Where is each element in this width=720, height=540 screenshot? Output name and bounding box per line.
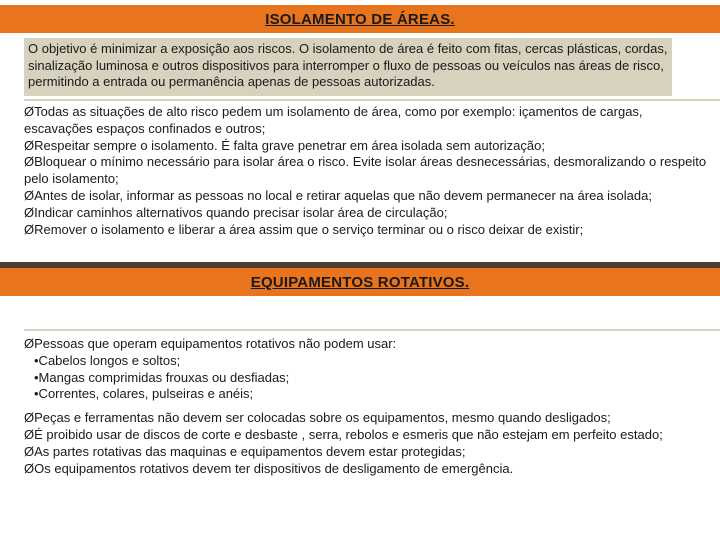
list-item: ØBloquear o mínimo necessário para isolar área o risco. Evite isolar áreas desnecessárias, desmoralizando o respeito pelo isolamento; — [24, 154, 707, 187]
section-title-isolamento: ISOLAMENTO DE ÁREAS. — [265, 10, 455, 28]
rotativos-list — [24, 336, 714, 477]
list-item: ØÉ proibido usar de discos de corte e desbaste , serra, rebolos e esmeris que não estejam em perfeito estado; — [24, 426, 663, 442]
sub-list-item: •Correntes, colares, pulseiras e anéis; — [34, 386, 254, 402]
list-item: ØTodas as situações de alto risco pedem um isolamento de área, como por exemplo: içamentos de cargas, escavações espaços confinados e outros; — [24, 104, 643, 136]
list-item: ØPessoas que operam equipamentos rotativos não podem usar: — [24, 336, 397, 351]
isolamento-list — [24, 104, 714, 238]
list-item: ØRespeitar sempre o isolamento. É falta grave penetrar em área isolada sem autorização; — [24, 137, 545, 153]
list-item: ØIndicar caminhos alternativos quando precisar isolar área de circulação; — [24, 204, 448, 220]
section-banner-isolamento — [0, 5, 720, 33]
intro-divider — [24, 99, 720, 101]
section-banner-rotativos — [0, 268, 720, 296]
intro-paragraph: O objetivo é minimizar a exposição aos riscos. O isolamento de área é feito com fitas, cercas plásticas, cordas, sinalização luminosa e outros dispositivos para interromper o fluxo de pessoas ou veículos nas áreas de risco, permitindo a entrada ou permanência apenas de pessoas autorizadas. — [24, 38, 672, 96]
list-item: ØPeças e ferramentas não devem ser colocadas sobre os equipamentos, mesmo quando desligados; — [24, 410, 611, 426]
section2-divider — [24, 329, 720, 331]
list-item: ØRemover o isolamento e liberar a área assim que o serviço terminar ou o risco deixar de existir; — [24, 221, 584, 237]
list-item: ØOs equipamentos rotativos devem ter dispositivos de desligamento de emergência. — [24, 460, 514, 476]
list-item: ØAntes de isolar, informar as pessoas no local e retirar aquelas que não devem permanecer na área isolada; — [24, 187, 652, 203]
list-item: ØAs partes rotativas das maquinas e equipamentos devem estar protegidas; — [24, 443, 466, 459]
sub-list-item: •Cabelos longos e soltos; — [34, 352, 181, 368]
sub-list-item: •Mangas comprimidas frouxas ou desfiadas; — [34, 369, 290, 385]
section-title-rotativos: EQUIPAMENTOS ROTATIVOS. — [250, 273, 470, 291]
